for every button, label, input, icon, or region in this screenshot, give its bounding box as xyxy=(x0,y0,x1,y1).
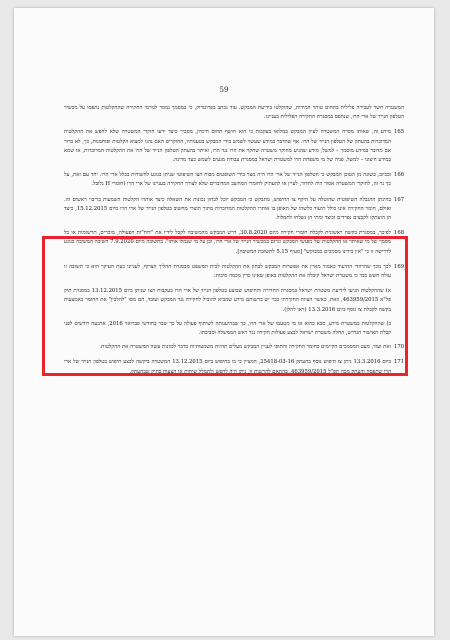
paragraph-166 xyxy=(64,171,404,189)
paragraph-number: 169 xyxy=(394,263,405,270)
paragraph-text: ובכיוב, בשונה מן הטוכן המבקש כי הטלפון הנייד של ארי הרו היה מצוי בידי השופטים מכוח הצו השיפוטי שניתן בנוגע לחשודות בכלל ארי הרו. יחד עם זאת, על כך נר זה, לחוקרי המשטרה אסור היה לחדור, לעיין או להעתיק לחומרי המחשב המדוברים שלא לצורך החקירה בעניינו של ארי הרו (חומרי H גלובל. xyxy=(64,172,391,188)
paragraph-number: 165 xyxy=(394,129,405,136)
page-number: 59 xyxy=(219,86,229,94)
paragraph-text: מידע זה, שאותו מסרה המשטרה לעיון המבקש במלואו בעקבות כי הוא חושף תחום חיסיון, מסביר כיצד ידעו חוקרי המשטרה שלא לחפש את ההקלטות המדוברות בהעתק של הטלפון הנייד של הרו. אף שהדבר במידע שעשוי לשמש בידי המבקש בטענותיו, החוקרים האם נהגו למצוא הקלטות ופוחמנות, כך, לא ברור אם מדובר במידע מוסמך – למשל, מידע שהגיע מחוקר משטרה שחקר את הרו נגד הרו, ואיתר בהעתק הטלפון הנייד של הרו את ההקלטות המדוברות, או שמא במידע חיצוני – למשל, פניה של מי משפחת הרו למשטרת ישראל במסגרת עבודת מגעים לשמש כעד מדינה. xyxy=(64,129,391,164)
paragraph-167 xyxy=(64,196,404,224)
paragraph-number: 167 xyxy=(394,196,405,203)
paragraph-169 xyxy=(64,263,404,281)
sub-item-text: ב) שההקלטות במשטרת מידע, סבא כהוא או מי מטעמו של ארי הרו, כך שבהיענותה לשיתוף פעולה על כך שבר בחודשי פברואר 2016, ארבעה רודשים לפני קבלת האישור הנדרש, החלה משטרת ישראל לבצע פעולות חקירה נגד ראש הממשלה וסביבתו. xyxy=(64,320,391,337)
sub-item-a xyxy=(64,287,404,315)
paragraph-165 xyxy=(64,128,404,165)
document-body xyxy=(64,104,404,383)
sub-item-text: א) שההקלטות הגיעו לידיעת משטרת ישראל במסגרת החדירה והחיפוש שבוצע בטלפון הנייד של ארי הרו בעקבות הצו שניתן ביום 13.12.2015 במסגרת תיק פל"א 463959/2015, וזאת, כאשר הצוות החקירתי כבר יש ברשותם מידע שמביא להוביל לחקירה נגד המבקש ועובד, הם מסו "להלבין" את החומר באמצעות בקשה לקבלת צו נוסף ביום 13.3.2016 (ראו להלן). xyxy=(64,288,392,313)
paragraph-text: ביום 13.3.2016 ניתן צו חיפוש נוסף בהעתק 25418-03-16, המציין כי בו בחיפוש ביום 13.12.2015 המשטרה ביקשה לבצע חיפוש בטלפון הנייד של ארי הרו שתפסה והעתק מכח תפ"ל 463959/2015. בהתאם להרשות זו, ניתן היה לחפש ולתמלל שיחות או הצעות בתיק שבהעתק. xyxy=(64,359,391,375)
paragraph-171 xyxy=(64,358,404,376)
paragraph-170 xyxy=(64,343,404,352)
paragraph-text: זאת ועוד, מעט המסמכים הקיימים בחומר החקירה והתופי לעניין המבקש מעלים תהיות משמעותיות בדבר לכוונות עשה המשטרה את ההקלטות. xyxy=(99,344,391,351)
paragraph-continuation xyxy=(64,104,404,122)
paragraph-168 xyxy=(64,229,404,257)
sub-item-b xyxy=(64,320,404,338)
paragraph-number: 171 xyxy=(394,359,405,366)
paragraph-number: 168 xyxy=(394,230,405,237)
document-page xyxy=(14,8,434,636)
paragraph-text: בהינתן ההגבלה השיפוטית שהוטלה על היקף צו החיפוש, מתבקש כי המבקש יוכל לבחון נכונות את השאלה כיצד אותרו הקלטות השמעות בריבוי ראשים זה. ואולם, חומר החקירה אינו כולל תיעוד כלשהו של האופן בו אותרו ההקלטות המדוברות מתוך תוצרי מחשוב בטלפון הנייד של ארי הרו מיום 15.12.2015, כיצד הן הועתקו לקבצים נפרדים וכיצד ומתי הן נשלחו לתמלול. xyxy=(64,196,392,222)
paragraph-number: 166 xyxy=(394,172,405,179)
paragraph-text: המשטרה חשד לעבירה פלילית בתחום טוהר המידות, שהוקלטו בידיעת המבקש. עוד נכתב בפרוטרוק, כי במסמך נמסר לגורמי החקירה שההקלטות נתפסו על מכשיר הטלפון הנייד של ארי הרו, שנתפס במסגרת החקירה הפלילית בעניינו. xyxy=(64,105,404,121)
paragraph-number: 170 xyxy=(394,344,405,351)
paragraph-text: לפיכך, במסגרת בקשה ראשונית לקבלת חומרי חקירה מיום 30.8.2020, דרש המבקש מהמשיבה לקבל לידיו את "דוח"ות הפעולה, מזכרים, תרשומות או כל מסמך של מי שאיתר או ההקלטות של מפגשי המבקש וגרום במכשיר הנייד של ארי הרו, וכן על מי שנמלו אותו". בתשובה מיום 7.9.2020 השיבה המשיבה בנוגע לדרישה זו כי "אין בידינו מסמכים כמבוקש" [סעיף 5.15 לתשובת המשיבה]. xyxy=(64,230,391,255)
paragraph-text: לכך מכך שהרוזדי התיעוד כאמור מאיין את אפשרות המבקש לבחון את ההקלטות לבית המשפט מבסגרת ההליך הצרוף, לעניינו כעת העיקר הוא כי תשובה זו עולה חשש כבד כי משטרת ישראל קיבלה את ההקלטות באופן שאינו כדין מכמה סיבות: xyxy=(64,263,391,280)
